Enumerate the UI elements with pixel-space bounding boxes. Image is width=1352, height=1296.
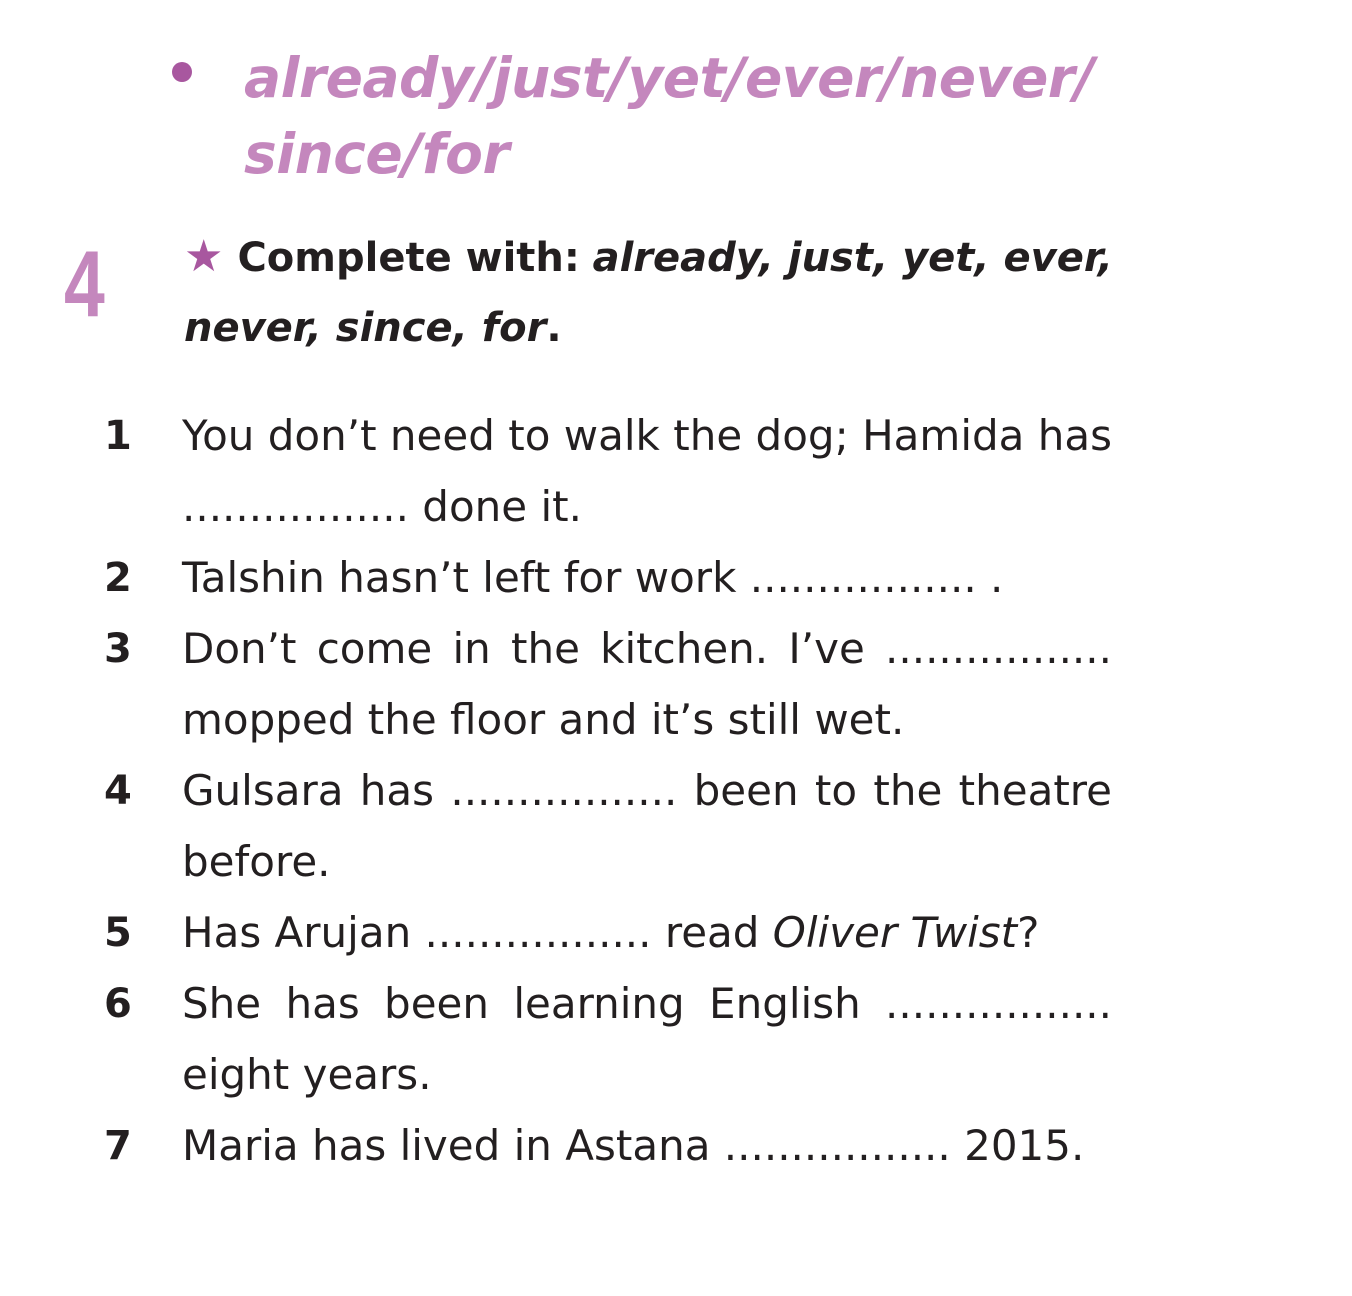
item-number: 1 bbox=[104, 413, 132, 459]
exercise-item bbox=[100, 542, 1112, 613]
item-number: 3 bbox=[104, 626, 132, 672]
exercise-number: 4 bbox=[64, 231, 105, 336]
item-number: 7 bbox=[104, 1123, 132, 1169]
star-icon: ★ bbox=[184, 231, 224, 282]
exercise-item bbox=[100, 1110, 1112, 1181]
instruction-end: . bbox=[546, 305, 562, 351]
item-sentence: Maria has lived in Astana ................. 2015. bbox=[182, 1121, 1085, 1170]
exercise-item bbox=[100, 897, 1112, 968]
item-sentence: You don’t need to walk the dog; Hamida has ................. done it. bbox=[182, 411, 1112, 531]
exercise-item bbox=[100, 400, 1112, 542]
item-number: 4 bbox=[104, 768, 132, 814]
item-sentence-start: Has Arujan ................. read bbox=[182, 908, 773, 957]
item-sentence: Don’t come in the kitchen. I’ve ................. mopped the floor and it’s still wet. bbox=[182, 624, 1112, 744]
section-heading-line2: since/for bbox=[244, 122, 510, 186]
item-sentence: She has been learning English ................. eight years. bbox=[182, 979, 1112, 1099]
item-number: 2 bbox=[104, 555, 132, 601]
exercise-instruction bbox=[184, 222, 1124, 363]
instruction-words: already, just, yet, ever, never, since, for bbox=[184, 235, 1113, 351]
item-number: 5 bbox=[104, 910, 132, 956]
section-heading-line1: already/just/yet/ever/never/ bbox=[244, 46, 1094, 110]
bullet-icon bbox=[172, 62, 192, 82]
item-number: 6 bbox=[104, 981, 132, 1027]
item-sentence: Talshin hasn’t left for work ................. . bbox=[182, 553, 1004, 602]
item-sentence bbox=[182, 897, 1112, 968]
item-sentence-end: ? bbox=[1017, 908, 1040, 957]
item-sentence: Gulsara has ................. been to the theatre before. bbox=[182, 766, 1112, 886]
book-title: Oliver Twist bbox=[772, 908, 1018, 957]
exercise-item bbox=[100, 613, 1112, 755]
exercise-item bbox=[100, 968, 1112, 1110]
instruction-lead: Complete with: bbox=[237, 235, 580, 281]
exercise-item bbox=[100, 755, 1112, 897]
section-heading bbox=[244, 40, 1094, 192]
exercise-items bbox=[100, 400, 1112, 1181]
